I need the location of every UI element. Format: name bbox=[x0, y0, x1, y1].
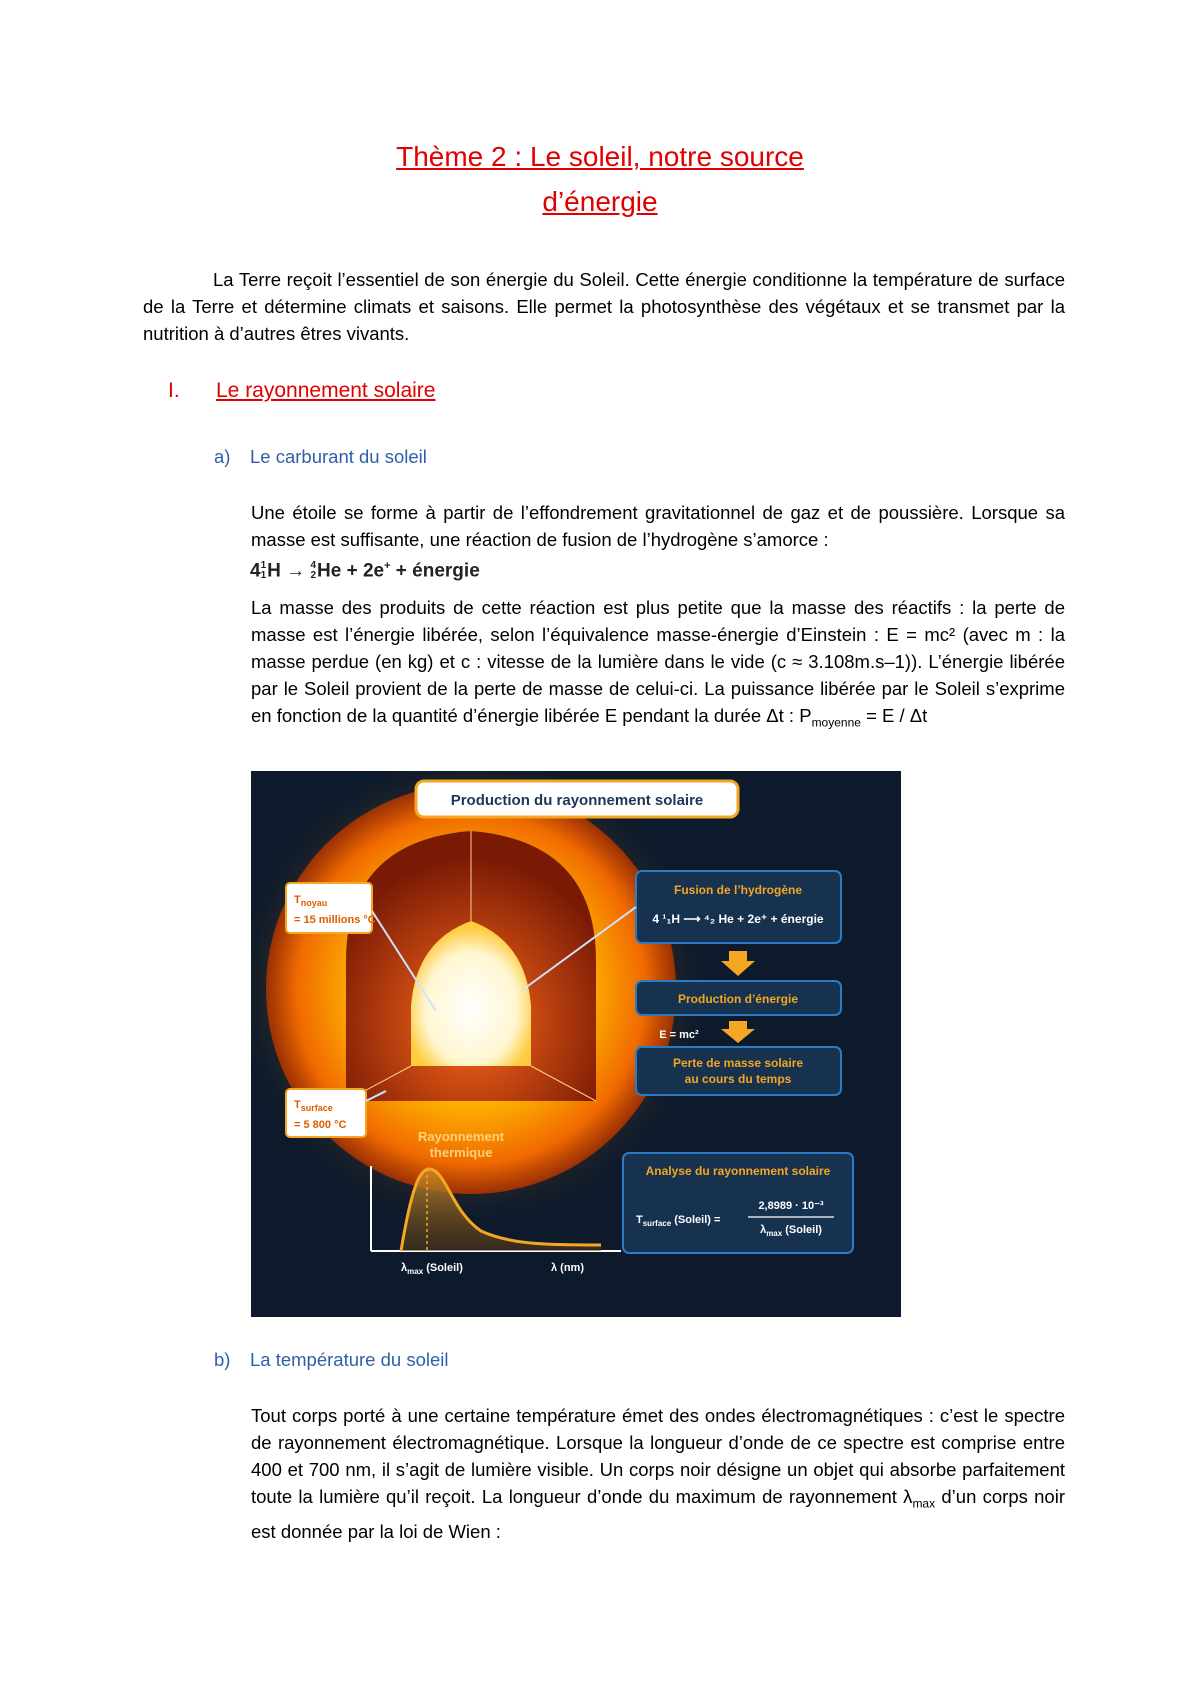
axis-lambda-max: $\lambda_{max}$ (Soleil) bbox=[401, 1262, 463, 1276]
solar-radiation-figure bbox=[251, 771, 901, 1317]
emc2-label: E = mc² bbox=[659, 1029, 699, 1041]
mass-energy-text: La masse des produits de cette réaction est plus petite que la masse des réactifs : la perte de masse est l’énergie libérée, selon l’équivalence masse-énergie d’Einstein : E = mc² (avec m : la masse perdue (en kg) et c : vitesse de la lumière dans le vide (c ≈ 3.108m.s–1)). L’énergie libérée par le Soleil provient de la perte de masse de celui-ci. La puissance libérée par le Soleil s’exprime en fonction de la quantité d’énergie libérée E pendant la durée Δt : P bbox=[251, 597, 1065, 726]
t-noyau-value: = 15 millions °C bbox=[294, 914, 376, 926]
arrow-down-icon bbox=[721, 1021, 755, 1043]
wien-end: d’un corps noir est donnée par la loi de Wien : bbox=[251, 1486, 1065, 1542]
mass-energy-paragraph bbox=[251, 594, 1065, 737]
wien-text: Tout corps porté à une certaine température émet des ondes électromagnétiques : c’est le spectre de rayonnement électromagnétique. Lorsque la longueur d’onde de ce spectre est comprise entre 400 et 700 nm, il s’agit de lumière visible. Un corps noir désigne un objet qui absorbe parfaitement toute la lumière qu’il reçoit. La longueur d’onde du maximum de rayonnement λ bbox=[251, 1405, 1065, 1507]
formula-plus: + bbox=[384, 560, 391, 572]
fusion-box bbox=[636, 871, 841, 943]
fusion-title: Fusion de l’hydrogène bbox=[673, 883, 803, 897]
t-surface-label: $T_{surface}$ bbox=[294, 1099, 333, 1113]
rayonnement-label-1: Rayonnement bbox=[418, 1129, 504, 1144]
intro-text: La Terre reçoit l’essentiel de son énergie du Soleil. Cette énergie conditionne la température de surface de la Terre et détermine climats et saisons. Elle permet la photosynthèse des végétaux et se transmet par la nutrition à d’autres êtres vivants. bbox=[143, 269, 1065, 344]
fusion-formula: 4 1 1 H → 4 2 He + 2e+ + énergie bbox=[250, 560, 480, 582]
arrow-down-icon bbox=[721, 951, 755, 976]
formula-left: H bbox=[267, 560, 281, 582]
subsection-b-letter: b) bbox=[214, 1349, 231, 1370]
intro-paragraph bbox=[143, 266, 1065, 347]
figure-title: Production du rayonnement solaire bbox=[450, 792, 704, 809]
p-moyenne-subscript: moyenne bbox=[811, 715, 861, 730]
analyse-numerator: 2,8989 · 10⁻³ bbox=[758, 1200, 824, 1212]
production-label: Production d’énergie bbox=[677, 992, 799, 1006]
t-noyau-label: $T_{noyau}$ bbox=[294, 894, 328, 908]
formula-right: He + 2e bbox=[317, 560, 385, 582]
subsection-a-letter: a) bbox=[214, 446, 231, 467]
section-heading bbox=[168, 379, 435, 403]
analyse-denominator: $\lambda_{max}$ (Soleil) bbox=[760, 1224, 822, 1238]
rayonnement-label-2: thermique bbox=[429, 1145, 493, 1160]
fusion-paragraph: Une étoile se forme à partir de l’effondrement gravitationnel de gaz et de poussière. Lorsque sa masse est suffisante, une réaction de fusion de l’hydrogène s’amorce : bbox=[251, 502, 1065, 550]
mass-energy-end: = E / Δt bbox=[860, 705, 928, 726]
page-title-line2: d’énergie bbox=[542, 186, 658, 217]
perte-box bbox=[636, 1047, 841, 1095]
figure-svg bbox=[251, 771, 901, 1317]
formula-end: + énergie bbox=[390, 560, 480, 582]
subsection-b-heading bbox=[214, 1349, 448, 1371]
perte-label-1: Perte de masse solaire bbox=[672, 1056, 804, 1070]
fusion-equation: 4 ¹₁H ⟶ ⁴₂ He + 2e⁺ + énergie bbox=[652, 912, 824, 926]
perte-label-2: au cours du temps bbox=[684, 1072, 792, 1086]
lambda-max-subscript: max bbox=[912, 1496, 936, 1511]
axis-lambda-nm: λ (nm) bbox=[551, 1262, 584, 1274]
page-title-line1: Thème 2 : Le soleil, notre source bbox=[396, 141, 804, 172]
formula-arrow: → bbox=[286, 560, 306, 582]
subsection-b-title: La température du soleil bbox=[250, 1349, 449, 1370]
analyse-lhs: $T_{surface}$ (Soleil) = bbox=[636, 1214, 721, 1228]
wien-paragraph bbox=[251, 1402, 1065, 1545]
subsection-a-heading bbox=[214, 446, 427, 468]
analyse-title: Analyse du rayonnement solaire bbox=[645, 1164, 831, 1178]
subsection-a-title: Le carburant du soleil bbox=[250, 446, 427, 467]
formula-coef: 4 bbox=[250, 560, 261, 582]
t-surface-value: = 5 800 °C bbox=[294, 1119, 347, 1131]
section-title: Le rayonnement solaire bbox=[216, 379, 436, 402]
section-number: I. bbox=[168, 379, 180, 402]
